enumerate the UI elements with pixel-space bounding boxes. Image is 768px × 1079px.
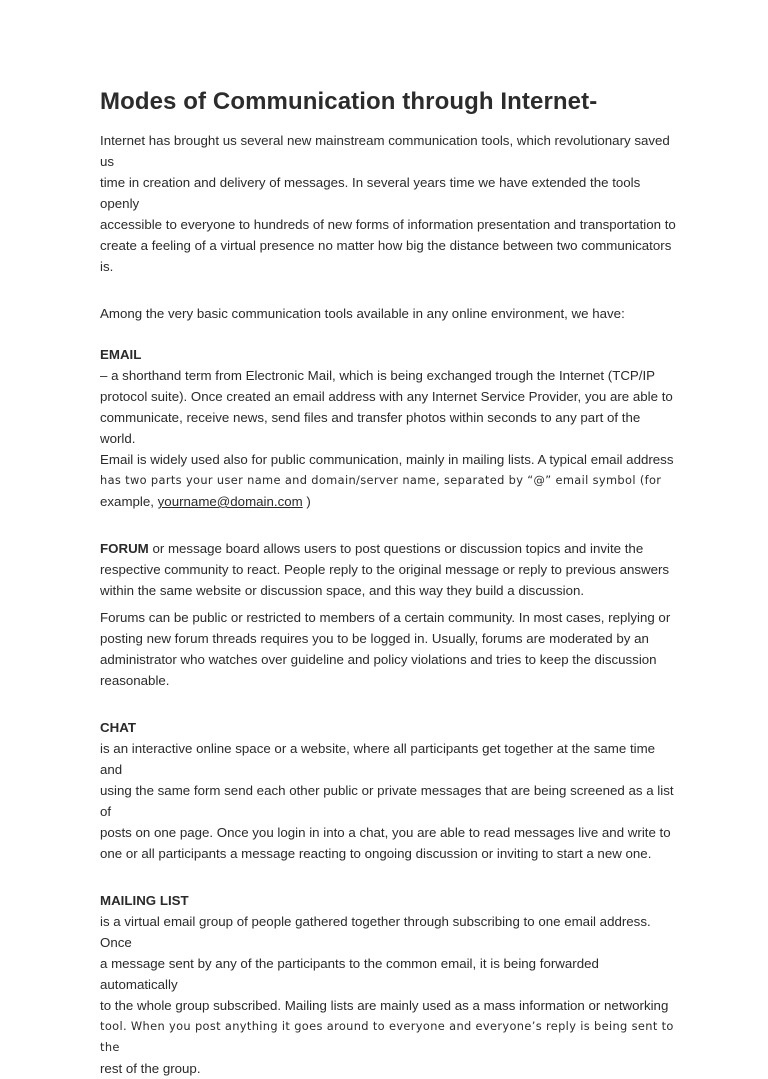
page-title: Modes of Communication through Internet-: [100, 88, 598, 115]
text-line: Email is widely used also for public communication, mainly in mailing lists. A typical email address: [100, 452, 674, 467]
email-heading: EMAIL: [100, 347, 142, 362]
forum-heading: FORUM: [100, 541, 149, 556]
email-example-link[interactable]: yourname@domain.com: [157, 494, 303, 509]
text-line: – a shorthand term from Electronic Mail, which is being exchanged trough the Internet (TCP/IP: [100, 368, 656, 383]
text-line: tool. When you post anything it goes around to everyone and everyone’s reply is being sent to the: [100, 1019, 674, 1054]
text-line: communicate, receive news, send files and transfer photos within seconds to any part of the world.: [100, 410, 641, 446]
mailing-list-heading: MAILING LIST: [100, 893, 189, 908]
text-line: [100, 491, 678, 512]
text-line: is a virtual email group of people gathered together through subscribing to one email address. Once: [100, 914, 651, 950]
text-line: Internet has brought us several new mainstream communication tools, which revolutionary saved us: [100, 133, 670, 169]
intro-tools-sentence: Among the very basic communication tools available in any online environment, we have:: [100, 306, 625, 321]
text-fragment: example,: [100, 494, 158, 509]
forum-section: [100, 538, 678, 691]
chat-heading: CHAT: [100, 720, 136, 735]
text-line: [100, 538, 678, 559]
text-fragment: or message board allows users to post questions or discussion topics and invite the: [148, 541, 644, 556]
mailing-list-section: [100, 890, 678, 1079]
chat-section: [100, 717, 678, 864]
text-line: Forums can be public or restricted to members of a certain community. In most cases, replying or: [100, 610, 671, 625]
intro-paragraph: [100, 130, 678, 277]
text-line: protocol suite). Once created an email address with any Internet Service Provider, you are able to: [100, 389, 673, 404]
document-page: [100, 84, 678, 1079]
text-line: posts on one page. Once you login in into a chat, you are able to read messages live and write to: [100, 825, 671, 840]
text-line: to the whole group subscribed. Mailing lists are mainly used as a mass information or networking: [100, 998, 669, 1013]
text-line: administrator who watches over guideline and policy violations and tries to keep the discussion: [100, 652, 657, 667]
text-line: rest of the group.: [100, 1061, 201, 1076]
email-section: [100, 344, 678, 512]
text-line: reasonable.: [100, 673, 170, 688]
text-line: within the same website or discussion space, and this way they build a discussion.: [100, 583, 585, 598]
text-line: using the same form send each other public or private messages that are being screened as a list of: [100, 783, 674, 819]
text-line: respective community to react. People reply to the original message or reply to previous answers: [100, 562, 670, 577]
text-fragment: ): [302, 494, 311, 509]
text-line: one or all participants a message reacting to ongoing discussion or inviting to start a new one.: [100, 846, 652, 861]
text-line: a message sent by any of the participants to the common email, it is being forwarded automatically: [100, 956, 599, 992]
text-line: create a feeling of a virtual presence no matter how big the distance between two communicators is.: [100, 238, 672, 274]
text-line: has two parts your user name and domain/server name, separated by “@” email symbol (for: [100, 473, 662, 487]
text-line: time in creation and delivery of messages. In several years time we have extended the tools openly: [100, 175, 641, 211]
text-line: is an interactive online space or a website, where all participants get together at the same time and: [100, 741, 656, 777]
text-line: accessible to everyone to hundreds of new forms of information presentation and transportation to: [100, 217, 676, 232]
text-line: posting new forum threads requires you to be logged in. Usually, forums are moderated by an: [100, 631, 649, 646]
